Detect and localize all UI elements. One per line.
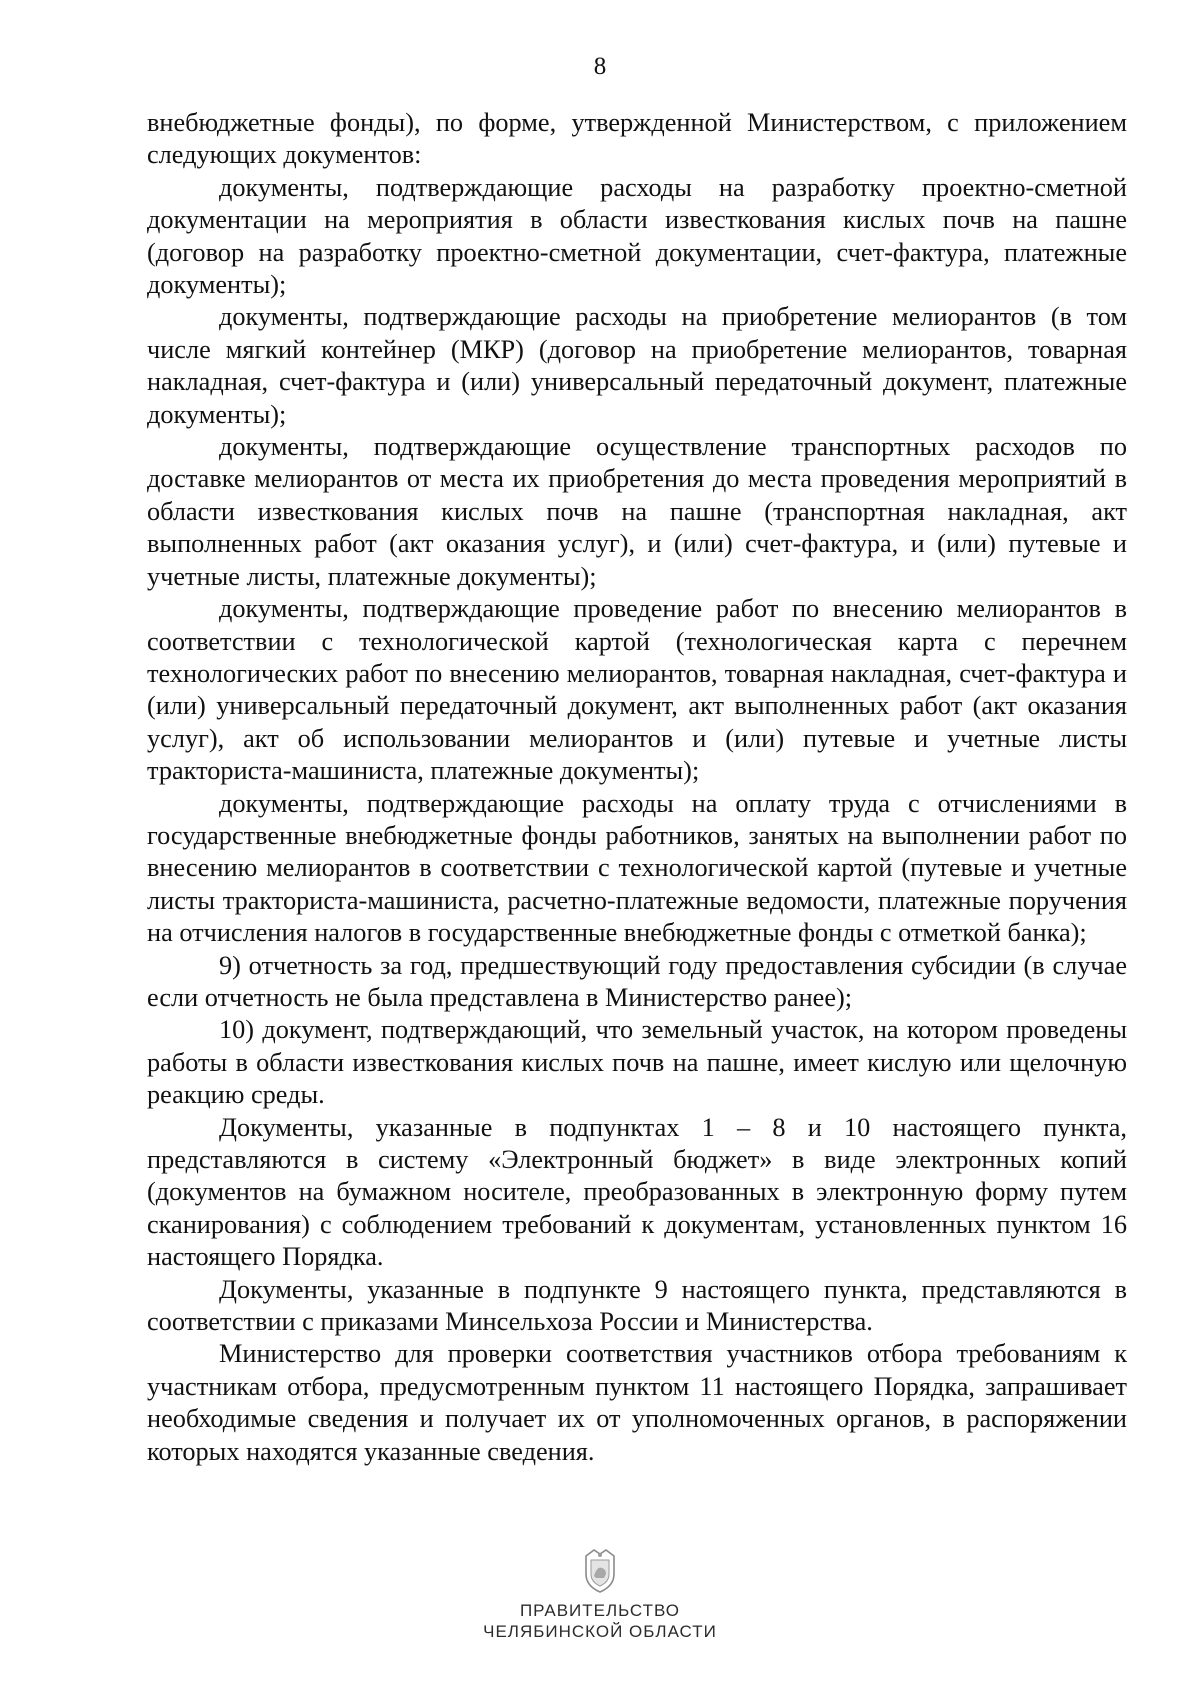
coat-of-arms-emblem (580, 1546, 620, 1594)
paragraph-application-works: документы, подтверждающие проведение работ по внесению мелиорантов в соответствии с технологической картой (технологическая карта с перечнем технологических работ по внесению мелиорантов, товарная накладная, счет-фактура и (или) универсальный передаточный документ, акт выполненных работ (акт оказания услуг), акт об использовании мелиорантов и (или) путевые и учетные листы тракториста-машиниста, платежные документы); (147, 594, 1127, 786)
document-body (147, 107, 1127, 1468)
government-stamp (0, 1546, 1200, 1642)
stamp-line-region: ЧЕЛЯБИНСКОЙ ОБЛАСТИ (483, 1622, 717, 1641)
paragraph-ministry-verification: Министерство для проверки соответствия участников отбора требованиям к участникам отбора, предусмотренным пунктом 11 настоящего Порядка, запрашивает необходимые сведения и получает их от уполномоченных органов, в распоряжении которых находятся указанные сведения. (147, 1339, 1127, 1466)
paragraph-transport-costs: документы, подтверждающие осуществление транспортных расходов по доставке мелиорантов от места их приобретения до места проведения мероприятий в области известкования кислых почв на пашне (транспортная накладная, акт выполненных работ (акт оказания услуг), и (или) счет-фактура, и (или) путевые и учетные листы, платежные документы); (147, 432, 1127, 591)
paragraph-design-documents: документы, подтверждающие расходы на разработку проектно-сметной документации на мероприятия в области известкования кислых почв на пашне (договор на разработку проектно-сметной документации, счет-фактура, платежные документы); (147, 172, 1127, 300)
paragraph-reporting-orders: Документы, указанные в подпункте 9 настоящего пункта, представляются в соответствии с приказами Минсельхоза России и Министерства. (147, 1274, 1127, 1337)
paragraph-labor-costs: документы, подтверждающие расходы на оплату труда с отчислениями в государственные внебюджетные фонды работников, занятых на выполнении работ по внесению мелиорантов в соответствии с технологической картой (путевые и учетные листы тракториста-машиниста, расчетно-платежные ведомости, платежные поручения на отчисления налогов в государственные внебюджетные фонды с отметкой банка); (147, 788, 1127, 948)
paragraph-continuation: внебюджетные фонды), по форме, утвержденной Министерством, с приложением следующих документов: (147, 108, 1127, 170)
paragraph-item-10: 10) документ, подтверждающий, что земельный участок, на котором проведены работы в области известкования кислых почв на пашне, имеет кислую или щелочную реакцию среды. (147, 1015, 1127, 1110)
stamp-line-government: ПРАВИТЕЛЬСТВО (519, 1601, 681, 1620)
paragraph-item-9: 9) отчетность за год, предшествующий году предоставления субсидии (в случае если отчетность не была представлена в Министерство ранее); (147, 950, 1127, 1012)
paragraph-ameliorant-purchase: документы, подтверждающие расходы на приобретение мелиорантов (в том числе мягкий контейнер (МКР) (договор на приобретение мелиорантов, товарная накладная, счет-фактура и (или) универсальный передаточный документ, платежные документы); (147, 302, 1127, 429)
paragraph-electronic-budget: Документы, указанные в подпунктах 1 – 8 и 10 настоящего пункта, представляются в систему «Электронный бюджет» в виде электронных копий (документов на бумажном носителе, преобразованных в электронную форму путем сканирования) с соблюдением требований к документам, установленных пунктом 16 настоящего Порядка. (147, 1112, 1127, 1272)
page-number: 8 (593, 53, 607, 80)
